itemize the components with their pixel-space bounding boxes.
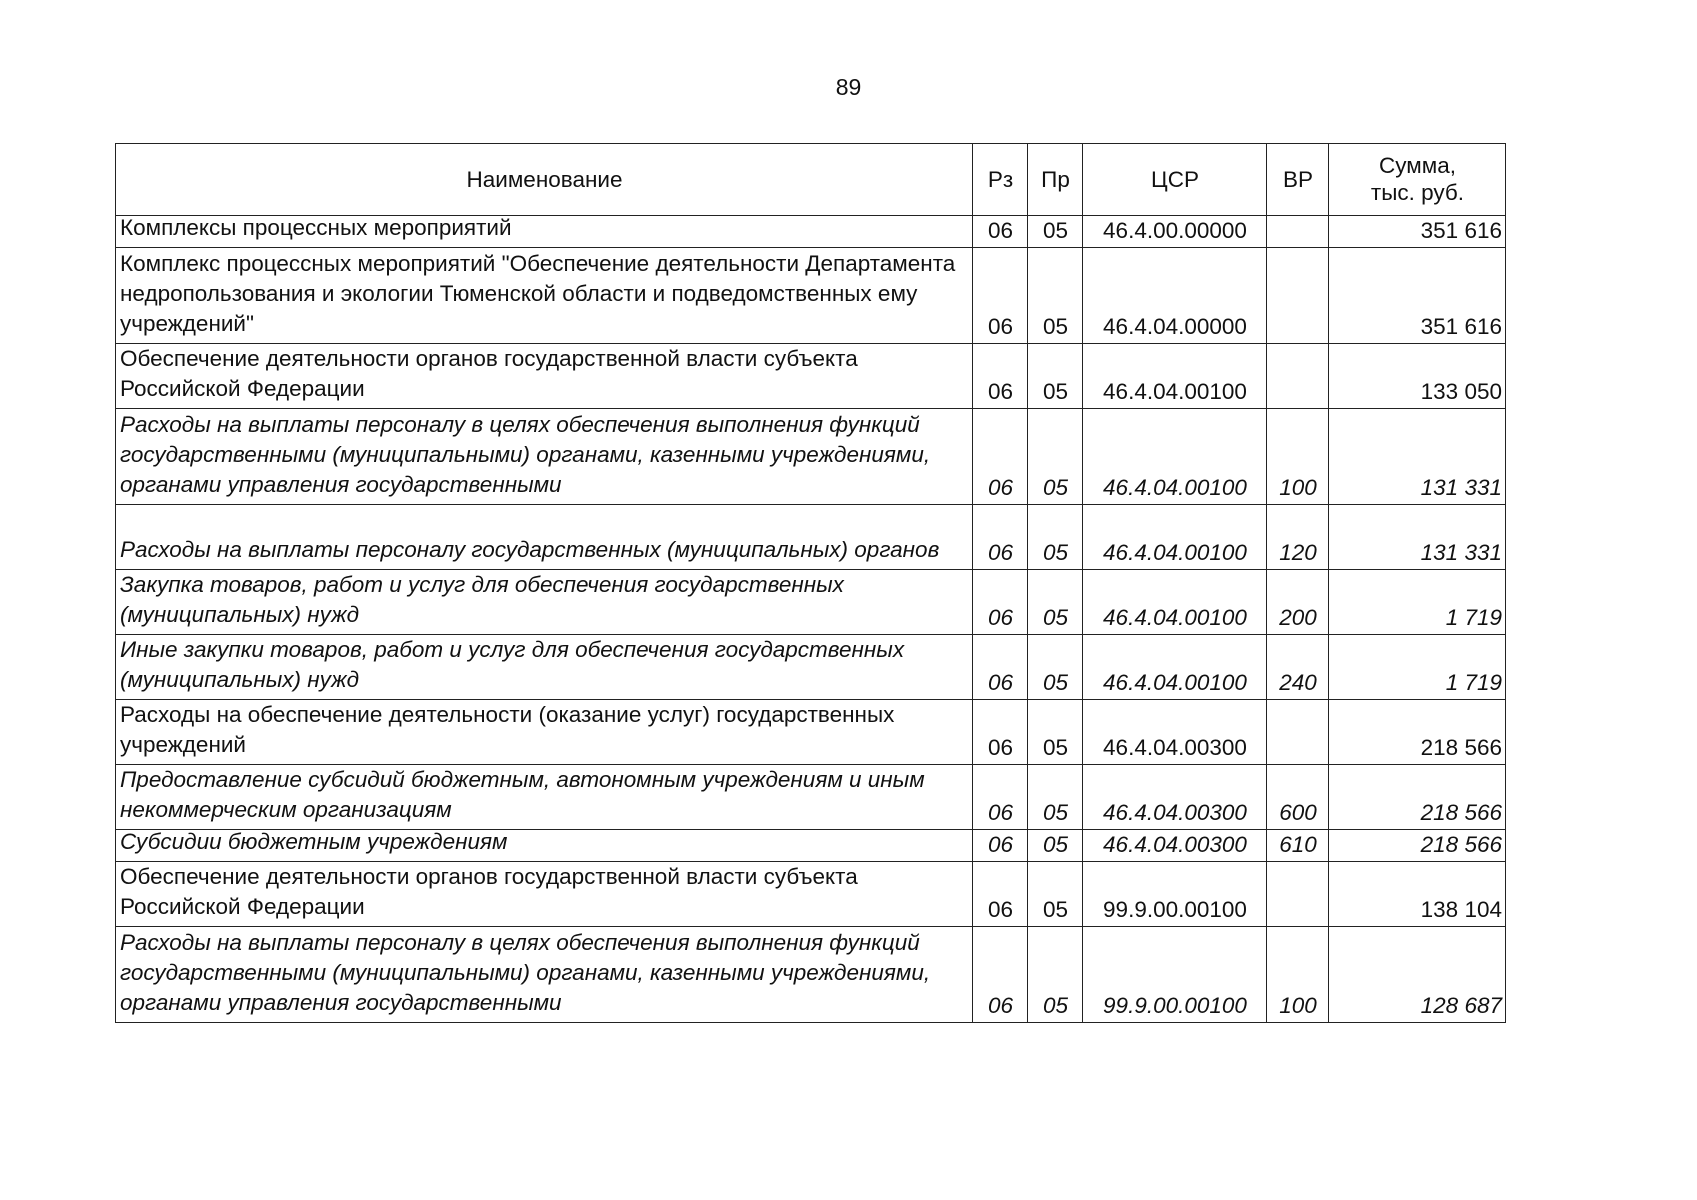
row-sum: 131 331 (1329, 505, 1506, 570)
row-name: Расходы на обеспечение деятельности (оказание услуг) государственных учреждений (116, 700, 973, 765)
row-csr: 46.4.04.00100 (1083, 409, 1267, 505)
row-sum: 351 616 (1329, 216, 1506, 248)
row-rz: 06 (973, 216, 1028, 248)
row-csr: 99.9.00.00100 (1083, 862, 1267, 927)
table-row (116, 765, 1506, 830)
row-sum: 218 566 (1329, 700, 1506, 765)
table-row (116, 248, 1506, 344)
row-csr: 46.4.04.00300 (1083, 700, 1267, 765)
table-row (116, 570, 1506, 635)
row-csr: 99.9.00.00100 (1083, 927, 1267, 1023)
row-csr: 46.4.00.00000 (1083, 216, 1267, 248)
header-vr: ВР (1267, 144, 1329, 216)
header-sum: Сумма, тыс. руб. (1329, 144, 1506, 216)
row-pr: 05 (1028, 700, 1083, 765)
table-row (116, 862, 1506, 927)
row-pr: 05 (1028, 216, 1083, 248)
row-rz: 06 (973, 862, 1028, 927)
row-vr (1267, 344, 1329, 409)
row-rz: 06 (973, 830, 1028, 862)
header-csr: ЦСР (1083, 144, 1267, 216)
row-rz: 06 (973, 409, 1028, 505)
row-pr: 05 (1028, 570, 1083, 635)
table-row (116, 700, 1506, 765)
row-name: Предоставление субсидий бюджетным, автономным учреждениям и иным некоммерческим организациям (116, 765, 973, 830)
table-row (116, 505, 1506, 570)
row-vr: 200 (1267, 570, 1329, 635)
row-sum: 351 616 (1329, 248, 1506, 344)
row-pr: 05 (1028, 505, 1083, 570)
row-vr: 600 (1267, 765, 1329, 830)
row-sum: 218 566 (1329, 765, 1506, 830)
header-pr: Пр (1028, 144, 1083, 216)
row-name: Обеспечение деятельности органов государственной власти субъекта Российской Федерации (116, 862, 973, 927)
row-pr: 05 (1028, 927, 1083, 1023)
row-rz: 06 (973, 765, 1028, 830)
row-sum: 138 104 (1329, 862, 1506, 927)
row-name: Субсидии бюджетным учреждениям (116, 830, 973, 862)
row-vr: 240 (1267, 635, 1329, 700)
row-vr (1267, 862, 1329, 927)
row-vr (1267, 216, 1329, 248)
header-rz: Рз (973, 144, 1028, 216)
row-csr: 46.4.04.00100 (1083, 570, 1267, 635)
table-header-row (116, 144, 1506, 216)
row-vr: 610 (1267, 830, 1329, 862)
row-rz: 06 (973, 927, 1028, 1023)
row-name: Расходы на выплаты персоналу в целях обеспечения выполнения функций государственными (муниципальными) органами, казенными учреждениями, органами управления государственными (116, 927, 973, 1023)
row-name: Иные закупки товаров, работ и услуг для обеспечения государственных (муниципальных) нужд (116, 635, 973, 700)
table-row (116, 344, 1506, 409)
row-name: Закупка товаров, работ и услуг для обеспечения государственных (муниципальных) нужд (116, 570, 973, 635)
row-csr: 46.4.04.00300 (1083, 765, 1267, 830)
row-pr: 05 (1028, 248, 1083, 344)
row-vr (1267, 248, 1329, 344)
row-csr: 46.4.04.00100 (1083, 505, 1267, 570)
table-row (116, 927, 1506, 1023)
row-csr: 46.4.04.00100 (1083, 344, 1267, 409)
row-vr (1267, 700, 1329, 765)
row-vr: 100 (1267, 409, 1329, 505)
row-sum: 218 566 (1329, 830, 1506, 862)
row-vr: 120 (1267, 505, 1329, 570)
row-csr: 46.4.04.00100 (1083, 635, 1267, 700)
row-rz: 06 (973, 344, 1028, 409)
row-pr: 05 (1028, 635, 1083, 700)
row-sum: 131 331 (1329, 409, 1506, 505)
row-csr: 46.4.04.00000 (1083, 248, 1267, 344)
row-pr: 05 (1028, 344, 1083, 409)
row-sum: 1 719 (1329, 570, 1506, 635)
row-sum: 1 719 (1329, 635, 1506, 700)
row-rz: 06 (973, 700, 1028, 765)
table-row (116, 635, 1506, 700)
row-rz: 06 (973, 505, 1028, 570)
row-sum: 128 687 (1329, 927, 1506, 1023)
row-pr: 05 (1028, 765, 1083, 830)
row-csr: 46.4.04.00300 (1083, 830, 1267, 862)
row-pr: 05 (1028, 862, 1083, 927)
row-name: Обеспечение деятельности органов государственной власти субъекта Российской Федерации (116, 344, 973, 409)
row-vr: 100 (1267, 927, 1329, 1023)
page-number: 89 (835, 74, 862, 100)
table-row (116, 830, 1506, 862)
row-pr: 05 (1028, 830, 1083, 862)
header-name: Наименование (116, 144, 973, 216)
row-rz: 06 (973, 248, 1028, 344)
budget-table (115, 143, 1506, 1023)
table-row (116, 216, 1506, 248)
table-row (116, 409, 1506, 505)
row-pr: 05 (1028, 409, 1083, 505)
row-name: Комплекс процессных мероприятий "Обеспечение деятельности Департамента недропользования и экологии Тюменской области и подведомственных ему учреждений" (116, 248, 973, 344)
row-rz: 06 (973, 635, 1028, 700)
row-name: Расходы на выплаты персоналу в целях обеспечения выполнения функций государственными (муниципальными) органами, казенными учреждениями, органами управления государственными (116, 409, 973, 505)
row-name: Расходы на выплаты персоналу государственных (муниципальных) органов (116, 505, 973, 570)
row-rz: 06 (973, 570, 1028, 635)
row-sum: 133 050 (1329, 344, 1506, 409)
row-name: Комплексы процессных мероприятий (116, 216, 973, 248)
